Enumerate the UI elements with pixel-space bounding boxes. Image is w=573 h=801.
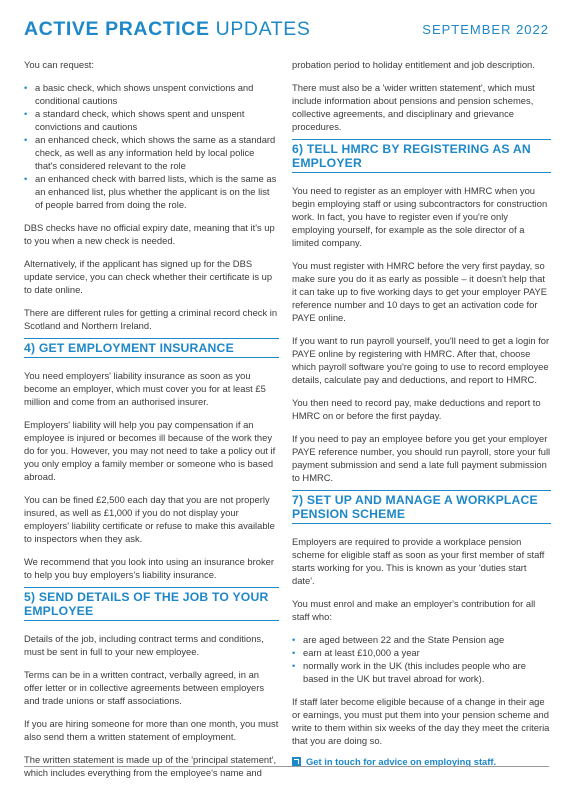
paragraph: There must also be a 'wider written statement', which must include information about pensions and pension schemes, collective agreements, and disciplinary and grievance procedures. — [292, 82, 535, 132]
left-column — [24, 58, 279, 789]
section-title: 7) SET UP AND MANAGE A WORKPLACE PENSION SCHEME — [292, 493, 538, 521]
section-heading-5 — [24, 587, 279, 621]
contact-link-label: Get in touch for advice on employing staff. — [306, 756, 497, 767]
section-heading-7 — [292, 490, 551, 524]
paragraph: You must enrol and make an employer's contribution for all staff who: — [292, 598, 536, 622]
section-heading-6 — [292, 139, 551, 173]
paragraph: If staff later become eligible because of a change in their age or earnings, you must put them into your pension scheme and write to them within six weeks of the day they meet the criteria that you are doing so. — [292, 696, 550, 746]
paragraph: probation period to holiday entitlement and job description. — [292, 59, 535, 70]
newsletter-title — [24, 18, 311, 41]
footer-divider — [24, 766, 549, 767]
paragraph: You need to register as an employer with HMRC when you begin employing staff or using subcontractors for construction work. In fact, you have to register even if you're only employing yourself, for example as the sole director of a limited company. — [292, 185, 548, 248]
list-item: • are aged between 22 and the State Pension age — [292, 633, 551, 646]
section-title: 4) GET EMPLOYMENT INSURANCE — [24, 341, 234, 355]
pension-criteria-list — [292, 633, 551, 685]
paragraph: You must register with HMRC before the very first payday, so make sure you do it as early as possible – it doesn't help that it can take up to five working days to get your employer PAYE reference number and 10 days to get an activation code for PAYE online. — [292, 260, 547, 323]
section-title: 6) TELL HMRC BY REGISTERING AS AN EMPLOYER — [292, 142, 531, 170]
list-item: • a standard check, which shows spent and unspent convictions and cautions — [24, 107, 279, 133]
paragraph: Employers' liability will help you pay compensation if an employee is injured or becomes ill because of the work they do for you. However, you may not need to take a policy out if you only employ a family member or someone who is based abroad. — [24, 419, 276, 482]
paragraph: Details of the job, including contract terms and conditions, must be sent in full to your new employee. — [24, 633, 264, 657]
page-header — [24, 18, 549, 42]
paragraph: DBS checks have no official expiry date, meaning that it's up to you when a new check is needed. — [24, 222, 275, 246]
paragraph: If you are hiring someone for more than one month, you must also send them a written statement of employment. — [24, 718, 279, 742]
paragraph: Employers are required to provide a workplace pension scheme for eligible staff as soon as your first member of staff starts working for you. This is known as your 'duties start date'. — [292, 536, 545, 586]
list-item: • a basic check, which shows unspent convictions and conditional cautions — [24, 81, 279, 107]
title-bold: ACTIVE PRACTICE — [24, 18, 210, 40]
title-light: UPDATES — [215, 18, 311, 40]
arrow-box-icon — [292, 757, 301, 766]
list-item: • an enhanced check, which shows the same as a standard check, as well as any information held by local police that's considered relevant to the role — [24, 133, 279, 172]
paragraph: You can be fined £2,500 each day that you are not properly insured, as well as £1,000 if you do not display your employers' liability certificate or refuse to make this available to inspectors when they ask. — [24, 494, 275, 544]
paragraph: We recommend that you look into using an insurance broker to help you buy employers's liability insurance. — [24, 556, 274, 580]
paragraph: You need employers' liability insurance as soon as you become an employer, which must cover you for at least £5 million and come from an authorised insurer. — [24, 370, 266, 407]
paragraph: If you need to pay an employee before you get your employer PAYE reference number, you should run payroll, store your full payment submission and send a late full payment submission to HMRC. — [292, 433, 551, 483]
paragraph: Alternatively, if the applicant has signed up for the DBS update service, you can check whether their certificate is up to date online. — [24, 258, 273, 295]
paragraph: The written statement is made up of the 'principal statement', which includes everything from the employee's name and — [24, 754, 277, 778]
paragraph: If you want to run payroll yourself, you'll need to get a login for PAYE online by registering with HMRC. After that, choose which payroll software you're going to use to record employee details, calculate pay and deductions, and report to HMRC. — [292, 335, 550, 385]
list-item: • normally work in the UK (this includes people who are based in the UK but travel abroad for work). — [292, 659, 551, 685]
paragraph: There are different rules for getting a criminal record check in Scotland and Northern Ireland. — [24, 307, 278, 331]
paragraph: Terms can be in a written contract, verbally agreed, in an offer letter or in collective agreements between employers and trade unions or staff associations. — [24, 669, 265, 706]
list-item: • an enhanced check with barred lists, which is the same as an enhanced list, plus whether the applicant is on the list of people barred from doing the role. — [24, 172, 279, 211]
list-item: • earn at least £10,000 a year — [292, 646, 551, 659]
section-title: 5) SEND DETAILS OF THE JOB TO YOUR EMPLOYEE — [24, 590, 269, 618]
dbs-check-list — [24, 81, 279, 211]
section-heading-4 — [24, 338, 279, 358]
issue-date: SEPTEMBER 2022 — [422, 22, 549, 37]
paragraph: You then need to record pay, make deductions and report to HMRC on or before the first payday. — [292, 397, 541, 421]
right-column — [292, 58, 551, 768]
paragraph: You can request: — [24, 59, 95, 70]
